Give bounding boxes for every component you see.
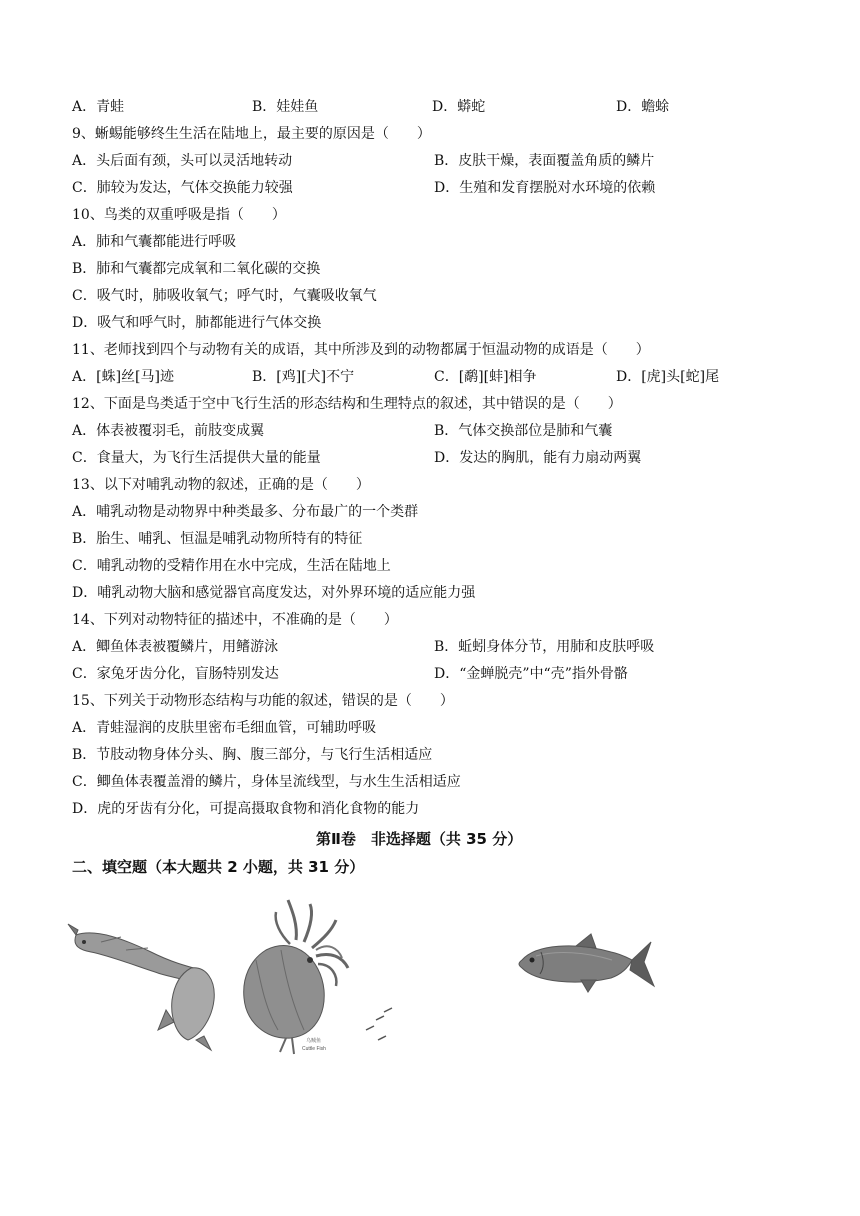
q9-option-c: C．肺较为发达，气体交换能力较强 (72, 180, 293, 196)
q8-option-a: A．青蛙 (72, 99, 125, 115)
q15-option-d: D．虎的牙齿有分化，可提高摄取食物和消化食物的能力 (72, 801, 420, 817)
cuttlefish-image (244, 900, 392, 1054)
cuttlefish-caption-cn: 乌贼鱼 (306, 1038, 322, 1044)
q10-option-d: D．吸气和呼气时，肺都能进行气体交换 (72, 315, 322, 331)
animal-figure (66, 890, 666, 1060)
q12-option-d: D．发达的胸肌，能有力扇动两翼 (434, 450, 642, 466)
fish-left-image (68, 924, 214, 1050)
q14-option-c: C．家兔牙齿分化，盲肠特别发达 (72, 666, 279, 682)
q13-option-d: D．哺乳动物大脑和感觉器官高度发达，对外界环境的适应能力强 (72, 585, 476, 601)
q11-stem: 11、老师找到四个与动物有关的成语，其中所涉及到的动物都属于恒温动物的成语是（ ） (72, 342, 650, 358)
animal-figure-svg (66, 890, 666, 1060)
q12-option-c: C．食量大，为飞行生活提供大量的能量 (72, 450, 321, 466)
q14-option-b: B．蚯蚓身体分节，用肺和皮肤呼吸 (434, 639, 655, 655)
q9-option-d: D．生殖和发育摆脱对水环境的依赖 (434, 180, 656, 196)
q10-option-b: B．肺和气囊都完成氧和二氧化碳的交换 (72, 261, 321, 277)
q15-stem: 15、下列关于动物形态结构与功能的叙述，错误的是（ ） (72, 693, 454, 709)
q13-option-c: C．哺乳动物的受精作用在水中完成，生活在陆地上 (72, 558, 391, 574)
fish-right-image (519, 934, 654, 992)
q15-option-c: C．鲫鱼体表覆盖滑的鳞片，身体呈流线型，与水生生活相适应 (72, 774, 461, 790)
q13-stem: 13、以下对哺乳动物的叙述，正确的是（ ） (72, 477, 370, 493)
q13-option-b: B．胎生、哺乳、恒温是哺乳动物所特有的特征 (72, 531, 363, 547)
q14-option-a: A．鲫鱼体表被覆鳞片，用鳍游泳 (72, 639, 279, 655)
q8-option-d: D．蟾蜍 (616, 99, 670, 115)
q15-option-b: B．节肢动物身体分头、胸、腹三部分，与飞行生活相适应 (72, 747, 433, 763)
q12-stem: 12、下面是鸟类适于空中飞行生活的形态结构和生理特点的叙述，其中错误的是（ ） (72, 396, 622, 412)
q8-option-c: D．蟒蛇 (432, 99, 486, 115)
q11-option-d: D．[虎]头[蛇]尾 (616, 369, 720, 385)
q10-option-a: A．肺和气囊都能进行呼吸 (72, 234, 237, 250)
q8-option-b: B．娃娃鱼 (252, 99, 319, 115)
q10-stem: 10、鸟类的双重呼吸是指（ ） (72, 207, 286, 223)
q9-option-b: B．皮肤干燥，表面覆盖角质的鳞片 (434, 153, 655, 169)
cuttlefish-caption-en: Cuttle Fish (302, 1046, 326, 1052)
q11-option-a: A．[蛛]丝[马]迹 (72, 369, 174, 385)
part2-title: 第Ⅱ卷 非选择题（共 35 分） (316, 830, 523, 848)
q14-option-d: D．“金蝉脱壳”中“壳”指外骨骼 (434, 666, 628, 682)
q9-option-a: A．头后面有颈，头可以灵活地转动 (72, 153, 293, 169)
q12-option-b: B．气体交换部位是肺和气囊 (434, 423, 613, 439)
q9-stem: 9、蜥蜴能够终生生活在陆地上，最主要的原因是（ ） (72, 126, 431, 142)
q13-option-a: A．哺乳动物是动物界中种类最多、分布最广的一个类群 (72, 504, 419, 520)
q10-option-c: C．吸气时，肺吸收氧气；呼气时，气囊吸收氧气 (72, 288, 377, 304)
q14-stem: 14、下列对动物特征的描述中，不准确的是（ ） (72, 612, 398, 628)
q11-option-b: B．[鸡][犬]不宁 (252, 369, 355, 385)
q12-option-a: A．体表被覆羽毛，前肢变成翼 (72, 423, 265, 439)
section2-title: 二、填空题（本大题共 2 小题，共 31 分） (72, 858, 365, 876)
q11-option-c: C．[鹬][蚌]相争 (434, 369, 537, 385)
q15-option-a: A．青蛙湿润的皮肤里密布毛细血管，可辅助呼吸 (72, 720, 377, 736)
